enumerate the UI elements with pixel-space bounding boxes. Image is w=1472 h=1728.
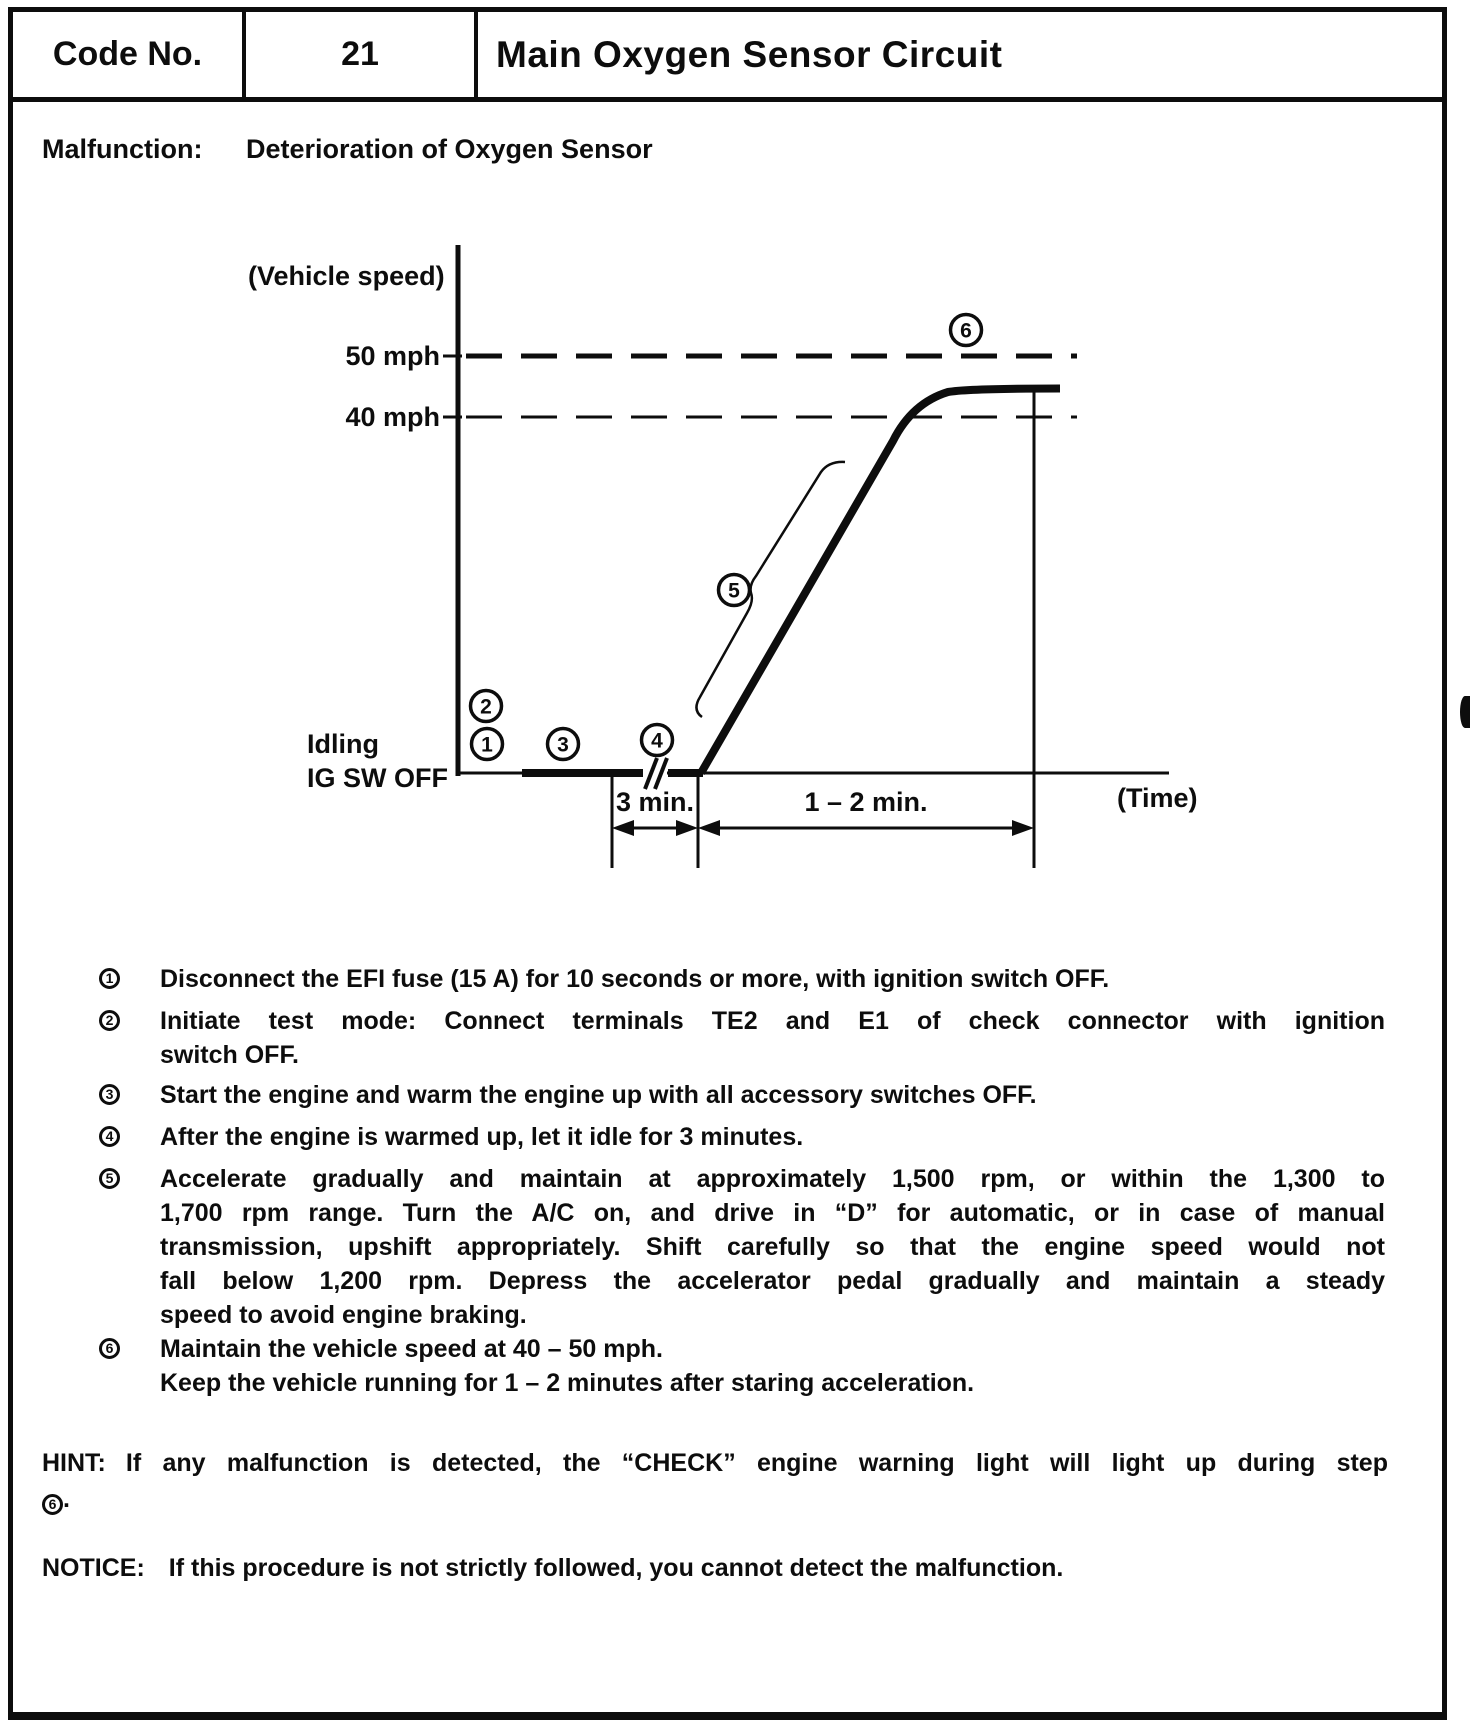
code-value-cell: 21: [246, 12, 478, 97]
step-text-line: Maintain the vehicle speed at 40 – 50 mph.: [160, 1335, 663, 1363]
label-idling: Idling: [307, 729, 379, 759]
step-text-line: Initiate test mode: Connect terminals TE2 and E1 of check connector with ignition: [160, 1007, 1385, 1035]
notice-text: If this procedure is not strictly followed, you cannot detect the malfunction.: [168, 1554, 1064, 1582]
svg-text:2: 2: [480, 695, 492, 719]
malfunction-label: Malfunction:: [42, 134, 203, 164]
label-50mph: 50 mph: [345, 341, 440, 371]
step-number-badge: 2: [99, 1010, 120, 1031]
arrowhead-3min-left: [612, 820, 634, 836]
label-1-2min: 1 – 2 min.: [804, 787, 928, 817]
step-text-line: After the engine is warmed up, let it idle for 3 minutes.: [160, 1123, 804, 1151]
step-text: [160, 1162, 1385, 1332]
graph-marker-2: [471, 691, 502, 722]
code-label-cell: Code No.: [13, 12, 246, 97]
speed-curve: [701, 389, 1060, 774]
svg-text:4: 4: [651, 729, 663, 753]
label-3min: 3 min.: [615, 787, 695, 817]
step-number-badge: 3: [99, 1084, 120, 1105]
hint-line-2: [42, 1482, 1388, 1516]
notice-block: [42, 1551, 1402, 1585]
step-text: [160, 1004, 1385, 1072]
hint-suffix: .: [63, 1485, 70, 1513]
procedure-steps: [92, 962, 1385, 1400]
graph-marker-4: [642, 725, 673, 756]
graph-marker-5: [719, 575, 750, 606]
graph-marker-3: [548, 729, 579, 760]
step-text-line: Keep the vehicle running for 1 – 2 minutes after staring acceleration.: [160, 1369, 975, 1397]
vehicle-speed-graph: [0, 210, 1472, 890]
x-axis-label: (Time): [1117, 783, 1198, 813]
step-text-line: Start the engine and warm the engine up with all accessory switches OFF.: [160, 1081, 1037, 1109]
hint-label: HINT:: [42, 1449, 106, 1477]
step-text: [160, 1078, 1385, 1112]
label-ig-sw-off: IG SW OFF: [307, 763, 448, 793]
step-text-line: speed to avoid engine braking.: [160, 1301, 527, 1329]
svg-text:1: 1: [481, 733, 493, 757]
step-number-badge: 4: [99, 1126, 120, 1147]
step-text-line: switch OFF.: [160, 1041, 299, 1069]
scan-artifact: [1460, 696, 1470, 728]
header-table: [8, 7, 1447, 102]
step-text-line: Disconnect the EFI fuse (15 A) for 10 seconds or more, with ignition switch OFF.: [160, 965, 1110, 993]
step-text-line: 1,700 rpm range. Turn the A/C on, and drive in “D” for automatic, or in case of manual: [160, 1199, 1385, 1227]
step-text: [160, 1332, 1385, 1400]
malfunction-value: Deterioration of Oxygen Sensor: [246, 134, 653, 164]
step-text-line: transmission, upshift appropriately. Shift carefully so that the engine speed would not: [160, 1233, 1385, 1261]
hint-block: [42, 1446, 1388, 1516]
notice-label: NOTICE:: [42, 1554, 145, 1582]
step-text: [160, 962, 1385, 996]
hint-line-1: [42, 1446, 1388, 1480]
hint-step-ref-badge: 6: [42, 1494, 63, 1515]
page-title: Main Oxygen Sensor Circuit: [496, 33, 1003, 75]
y-axis-label: (Vehicle speed): [248, 261, 445, 291]
step-number-badge: 1: [99, 968, 120, 989]
procedure-step-1: [92, 962, 1385, 996]
procedure-step-5: [92, 1162, 1385, 1332]
graph-marker-1: [472, 729, 503, 760]
step-number-badge: 6: [99, 1338, 120, 1359]
arrowhead-12min-right: [1012, 820, 1034, 836]
procedure-step-3: [92, 1078, 1385, 1112]
procedure-step-6: [92, 1332, 1385, 1400]
hint-text: If any malfunction is detected, the “CHECK” engine warning light will light up during step: [125, 1449, 1388, 1477]
svg-text:5: 5: [728, 579, 740, 603]
step-text-line: Accelerate gradually and maintain at approximately 1,500 rpm, or within the 1,300 to: [160, 1165, 1385, 1193]
graph-marker-6: [951, 315, 982, 346]
procedure-step-4: [92, 1120, 1385, 1154]
arrowhead-3min-right: [676, 820, 698, 836]
svg-text:6: 6: [960, 319, 972, 343]
arrowhead-12min-left: [698, 820, 720, 836]
procedure-step-2: [92, 1004, 1385, 1072]
step-text: [160, 1120, 1385, 1154]
step-text-line: fall below 1,200 rpm. Depress the accelerator pedal gradually and maintain a steady: [160, 1267, 1385, 1295]
step-number-badge: 5: [99, 1168, 120, 1189]
label-40mph: 40 mph: [345, 402, 440, 432]
svg-text:3: 3: [557, 733, 569, 757]
